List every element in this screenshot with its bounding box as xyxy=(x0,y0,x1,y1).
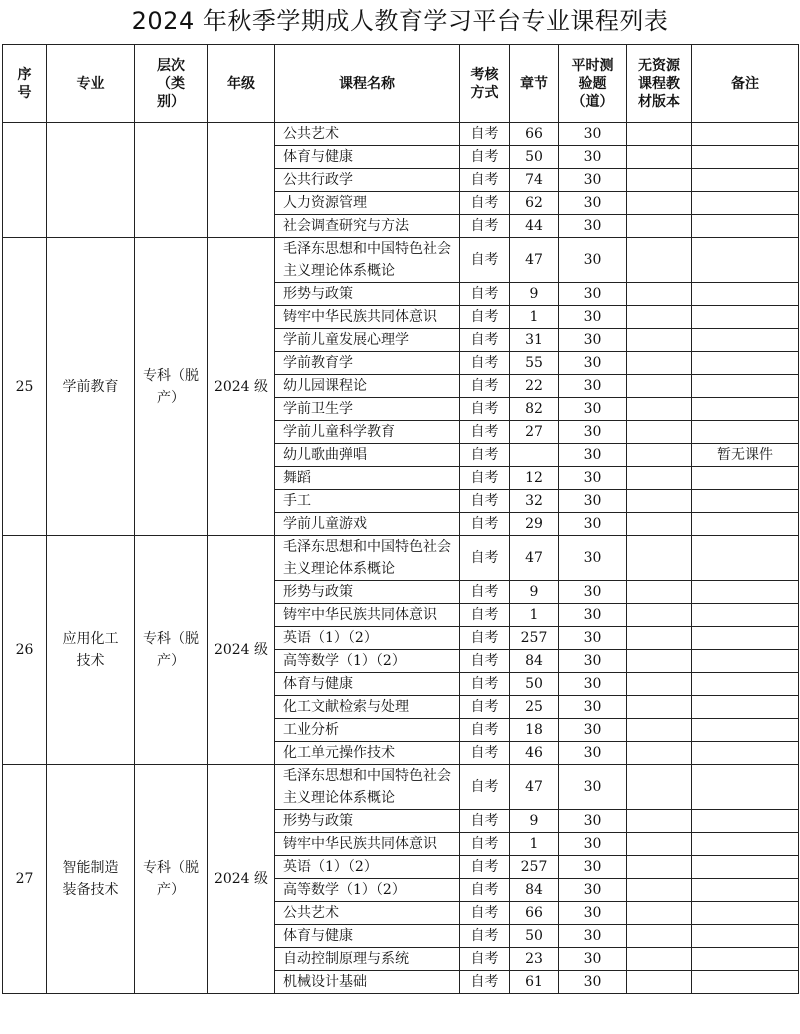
chapter-count: 31 xyxy=(510,329,559,352)
notes-cell xyxy=(692,581,799,604)
chapter-count: 66 xyxy=(510,123,559,146)
notes-cell xyxy=(692,696,799,719)
group-major xyxy=(47,123,135,238)
header-exam: 考核 方式 xyxy=(460,45,510,123)
chapter-count: 47 xyxy=(510,238,559,283)
notes-cell xyxy=(692,306,799,329)
edition-cell xyxy=(627,169,692,192)
course-name: 体育与健康 xyxy=(275,673,460,696)
notes-cell xyxy=(692,192,799,215)
edition-cell xyxy=(627,879,692,902)
header-row xyxy=(3,45,799,123)
exam-method: 自考 xyxy=(460,123,510,146)
group-level: 专科（脱 产） xyxy=(135,238,208,536)
group-grade: 2024 级 xyxy=(208,765,275,994)
notes-cell xyxy=(692,536,799,581)
exam-method: 自考 xyxy=(460,971,510,994)
exam-method: 自考 xyxy=(460,146,510,169)
chapter-count: 32 xyxy=(510,490,559,513)
exam-method: 自考 xyxy=(460,283,510,306)
test-count: 30 xyxy=(559,398,627,421)
exam-method: 自考 xyxy=(460,673,510,696)
chapter-count: 50 xyxy=(510,673,559,696)
test-count: 30 xyxy=(559,581,627,604)
notes-cell xyxy=(692,352,799,375)
exam-method: 自考 xyxy=(460,444,510,467)
exam-method: 自考 xyxy=(460,490,510,513)
course-name: 形势与政策 xyxy=(275,283,460,306)
exam-method: 自考 xyxy=(460,192,510,215)
test-count: 30 xyxy=(559,146,627,169)
edition-cell xyxy=(627,352,692,375)
notes-cell xyxy=(692,627,799,650)
edition-cell xyxy=(627,581,692,604)
test-count: 30 xyxy=(559,306,627,329)
edition-cell xyxy=(627,421,692,444)
notes-cell xyxy=(692,810,799,833)
test-count: 30 xyxy=(559,169,627,192)
test-count: 30 xyxy=(559,948,627,971)
exam-method: 自考 xyxy=(460,719,510,742)
chapter-count: 9 xyxy=(510,283,559,306)
edition-cell xyxy=(627,467,692,490)
notes-cell xyxy=(692,742,799,765)
course-name: 学前卫生学 xyxy=(275,398,460,421)
exam-method: 自考 xyxy=(460,627,510,650)
chapter-count: 1 xyxy=(510,306,559,329)
course-name: 公共艺术 xyxy=(275,123,460,146)
group-seq: 25 xyxy=(3,238,47,536)
exam-method: 自考 xyxy=(460,925,510,948)
chapter-count: 61 xyxy=(510,971,559,994)
notes-cell xyxy=(692,398,799,421)
course-name: 幼儿园课程论 xyxy=(275,375,460,398)
edition-cell xyxy=(627,856,692,879)
table-row xyxy=(3,765,799,810)
course-name: 形势与政策 xyxy=(275,581,460,604)
test-count: 30 xyxy=(559,283,627,306)
exam-method: 自考 xyxy=(460,902,510,925)
edition-cell xyxy=(627,627,692,650)
chapter-count: 47 xyxy=(510,765,559,810)
edition-cell xyxy=(627,948,692,971)
test-count: 30 xyxy=(559,696,627,719)
course-name: 毛泽东思想和中国特色社会主义理论体系概论 xyxy=(275,536,460,581)
edition-cell xyxy=(627,696,692,719)
exam-method: 自考 xyxy=(460,765,510,810)
test-count: 30 xyxy=(559,215,627,238)
exam-method: 自考 xyxy=(460,856,510,879)
test-count: 30 xyxy=(559,513,627,536)
edition-cell xyxy=(627,444,692,467)
test-count: 30 xyxy=(559,673,627,696)
notes-cell xyxy=(692,283,799,306)
chapter-count: 257 xyxy=(510,856,559,879)
notes-cell xyxy=(692,879,799,902)
edition-cell xyxy=(627,490,692,513)
chapter-count: 50 xyxy=(510,925,559,948)
notes-cell xyxy=(692,329,799,352)
test-count: 30 xyxy=(559,719,627,742)
notes-cell xyxy=(692,146,799,169)
notes-cell xyxy=(692,490,799,513)
chapter-count: 44 xyxy=(510,215,559,238)
exam-method: 自考 xyxy=(460,536,510,581)
course-table xyxy=(2,44,799,994)
edition-cell xyxy=(627,650,692,673)
exam-method: 自考 xyxy=(460,696,510,719)
test-count: 30 xyxy=(559,604,627,627)
notes-cell xyxy=(692,673,799,696)
exam-method: 自考 xyxy=(460,169,510,192)
group-seq xyxy=(3,123,47,238)
test-count: 30 xyxy=(559,467,627,490)
chapter-count: 1 xyxy=(510,604,559,627)
course-name: 舞蹈 xyxy=(275,467,460,490)
chapter-count: 18 xyxy=(510,719,559,742)
edition-cell xyxy=(627,719,692,742)
notes-cell xyxy=(692,215,799,238)
notes-cell xyxy=(692,604,799,627)
edition-cell xyxy=(627,902,692,925)
exam-method: 自考 xyxy=(460,833,510,856)
course-name: 学前儿童游戏 xyxy=(275,513,460,536)
test-count: 30 xyxy=(559,536,627,581)
edition-cell xyxy=(627,742,692,765)
header-chapters: 章节 xyxy=(510,45,559,123)
edition-cell xyxy=(627,925,692,948)
test-count: 30 xyxy=(559,650,627,673)
test-count: 30 xyxy=(559,375,627,398)
course-name: 自动控制原理与系统 xyxy=(275,948,460,971)
exam-method: 自考 xyxy=(460,421,510,444)
exam-method: 自考 xyxy=(460,513,510,536)
test-count: 30 xyxy=(559,879,627,902)
edition-cell xyxy=(627,513,692,536)
notes-cell xyxy=(692,513,799,536)
edition-cell xyxy=(627,146,692,169)
course-name: 公共行政学 xyxy=(275,169,460,192)
exam-method: 自考 xyxy=(460,352,510,375)
edition-cell xyxy=(627,215,692,238)
chapter-count: 50 xyxy=(510,146,559,169)
table-row xyxy=(3,536,799,581)
course-name: 人力资源管理 xyxy=(275,192,460,215)
exam-method: 自考 xyxy=(460,810,510,833)
group-grade: 2024 级 xyxy=(208,238,275,536)
course-name: 化工单元操作技术 xyxy=(275,742,460,765)
header-major: 专业 xyxy=(47,45,135,123)
chapter-count: 9 xyxy=(510,810,559,833)
chapter-count: 1 xyxy=(510,833,559,856)
test-count: 30 xyxy=(559,123,627,146)
header-tests: 平时测 验题 （道） xyxy=(559,45,627,123)
group-major: 学前教育 xyxy=(47,238,135,536)
edition-cell xyxy=(627,283,692,306)
chapter-count: 47 xyxy=(510,536,559,581)
notes-cell xyxy=(692,925,799,948)
notes-cell xyxy=(692,169,799,192)
edition-cell xyxy=(627,536,692,581)
course-name: 社会调查研究与方法 xyxy=(275,215,460,238)
exam-method: 自考 xyxy=(460,375,510,398)
edition-cell xyxy=(627,604,692,627)
edition-cell xyxy=(627,810,692,833)
course-name: 学前儿童科学教育 xyxy=(275,421,460,444)
exam-method: 自考 xyxy=(460,238,510,283)
group-seq: 27 xyxy=(3,765,47,994)
header-seq: 序 号 xyxy=(3,45,47,123)
notes-cell xyxy=(692,833,799,856)
chapter-count: 84 xyxy=(510,879,559,902)
course-name: 化工文献检索与处理 xyxy=(275,696,460,719)
edition-cell xyxy=(627,673,692,696)
chapter-count: 84 xyxy=(510,650,559,673)
notes-cell xyxy=(692,421,799,444)
test-count: 30 xyxy=(559,627,627,650)
group-major: 智能制造 装备技术 xyxy=(47,765,135,994)
course-name: 铸牢中华民族共同体意识 xyxy=(275,833,460,856)
test-count: 30 xyxy=(559,192,627,215)
chapter-count: 55 xyxy=(510,352,559,375)
chapter-count: 66 xyxy=(510,902,559,925)
chapter-count: 62 xyxy=(510,192,559,215)
test-count: 30 xyxy=(559,238,627,283)
chapter-count: 23 xyxy=(510,948,559,971)
course-name: 铸牢中华民族共同体意识 xyxy=(275,306,460,329)
table-body xyxy=(3,123,799,994)
header-grade: 年级 xyxy=(208,45,275,123)
group-level: 专科（脱 产） xyxy=(135,765,208,994)
page-title: 2024 年秋季学期成人教育学习平台专业课程列表 xyxy=(131,7,669,35)
chapter-count: 25 xyxy=(510,696,559,719)
test-count: 30 xyxy=(559,444,627,467)
notes-cell xyxy=(692,948,799,971)
exam-method: 自考 xyxy=(460,948,510,971)
group-grade xyxy=(208,123,275,238)
exam-method: 自考 xyxy=(460,398,510,421)
test-count: 30 xyxy=(559,329,627,352)
test-count: 30 xyxy=(559,765,627,810)
notes-cell xyxy=(692,375,799,398)
course-name: 英语（1）（2） xyxy=(275,627,460,650)
header-notes: 备注 xyxy=(692,45,799,123)
group-seq: 26 xyxy=(3,536,47,765)
course-name: 体育与健康 xyxy=(275,925,460,948)
course-name: 形势与政策 xyxy=(275,810,460,833)
course-name: 高等数学（1）（2） xyxy=(275,650,460,673)
group-level xyxy=(135,123,208,238)
exam-method: 自考 xyxy=(460,306,510,329)
chapter-count: 27 xyxy=(510,421,559,444)
exam-method: 自考 xyxy=(460,604,510,627)
header-course: 课程名称 xyxy=(275,45,460,123)
edition-cell xyxy=(627,192,692,215)
exam-method: 自考 xyxy=(460,329,510,352)
edition-cell xyxy=(627,971,692,994)
test-count: 30 xyxy=(559,971,627,994)
test-count: 30 xyxy=(559,490,627,513)
table-row xyxy=(3,238,799,283)
exam-method: 自考 xyxy=(460,581,510,604)
exam-method: 自考 xyxy=(460,650,510,673)
edition-cell xyxy=(627,329,692,352)
course-name: 机械设计基础 xyxy=(275,971,460,994)
course-name: 英语（1）（2） xyxy=(275,856,460,879)
exam-method: 自考 xyxy=(460,742,510,765)
header-level: 层次 （类 别） xyxy=(135,45,208,123)
course-name: 毛泽东思想和中国特色社会主义理论体系概论 xyxy=(275,238,460,283)
notes-cell xyxy=(692,467,799,490)
table-row xyxy=(3,123,799,146)
course-name: 学前儿童发展心理学 xyxy=(275,329,460,352)
chapter-count: 46 xyxy=(510,742,559,765)
group-grade: 2024 级 xyxy=(208,536,275,765)
test-count: 30 xyxy=(559,810,627,833)
exam-method: 自考 xyxy=(460,467,510,490)
test-count: 30 xyxy=(559,421,627,444)
chapter-count: 257 xyxy=(510,627,559,650)
edition-cell xyxy=(627,123,692,146)
notes-cell xyxy=(692,238,799,283)
edition-cell xyxy=(627,306,692,329)
notes-cell xyxy=(692,650,799,673)
edition-cell xyxy=(627,398,692,421)
course-name: 毛泽东思想和中国特色社会主义理论体系概论 xyxy=(275,765,460,810)
notes-cell xyxy=(692,123,799,146)
test-count: 30 xyxy=(559,742,627,765)
test-count: 30 xyxy=(559,856,627,879)
notes-cell: 暂无课件 xyxy=(692,444,799,467)
header-edition: 无资源 课程教 材版本 xyxy=(627,45,692,123)
test-count: 30 xyxy=(559,833,627,856)
course-name: 学前教育学 xyxy=(275,352,460,375)
test-count: 30 xyxy=(559,925,627,948)
exam-method: 自考 xyxy=(460,879,510,902)
notes-cell xyxy=(692,719,799,742)
notes-cell xyxy=(692,902,799,925)
edition-cell xyxy=(627,238,692,283)
course-name: 手工 xyxy=(275,490,460,513)
edition-cell xyxy=(627,765,692,810)
chapter-count: 82 xyxy=(510,398,559,421)
group-level: 专科（脱 产） xyxy=(135,536,208,765)
test-count: 30 xyxy=(559,352,627,375)
exam-method: 自考 xyxy=(460,215,510,238)
notes-cell xyxy=(692,971,799,994)
edition-cell xyxy=(627,375,692,398)
chapter-count: 22 xyxy=(510,375,559,398)
chapter-count xyxy=(510,444,559,467)
course-name: 高等数学（1）（2） xyxy=(275,879,460,902)
chapter-count: 12 xyxy=(510,467,559,490)
chapter-count: 9 xyxy=(510,581,559,604)
test-count: 30 xyxy=(559,902,627,925)
course-name: 公共艺术 xyxy=(275,902,460,925)
group-major: 应用化工 技术 xyxy=(47,536,135,765)
chapter-count: 29 xyxy=(510,513,559,536)
course-name: 体育与健康 xyxy=(275,146,460,169)
notes-cell xyxy=(692,765,799,810)
course-name: 铸牢中华民族共同体意识 xyxy=(275,604,460,627)
notes-cell xyxy=(692,856,799,879)
course-name: 幼儿歌曲弹唱 xyxy=(275,444,460,467)
edition-cell xyxy=(627,833,692,856)
course-name: 工业分析 xyxy=(275,719,460,742)
chapter-count: 74 xyxy=(510,169,559,192)
